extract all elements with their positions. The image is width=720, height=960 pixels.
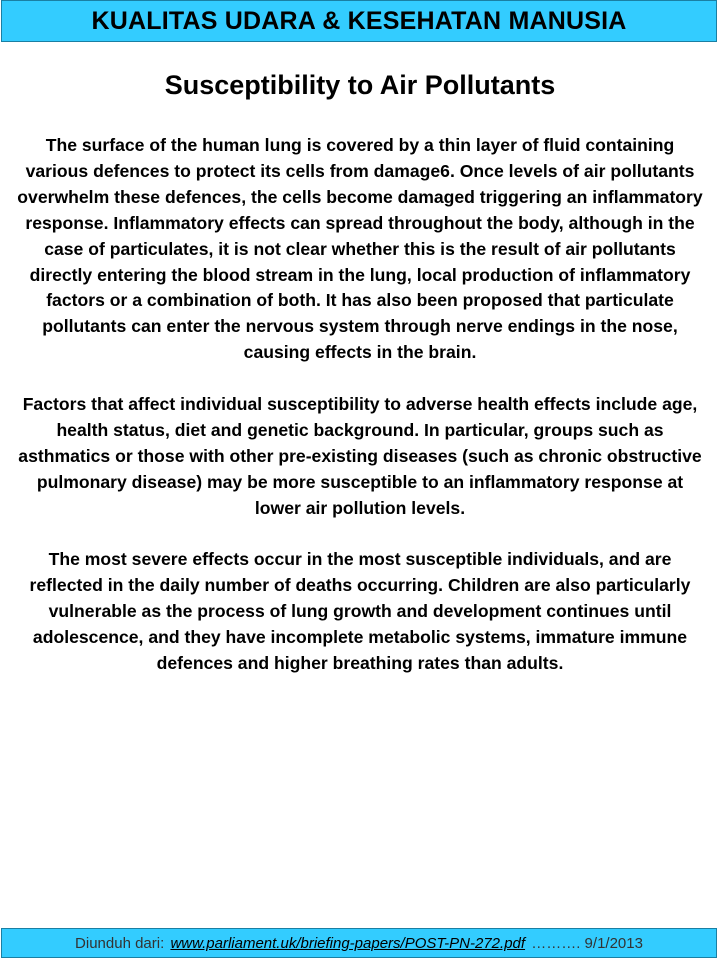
body-text: [14, 133, 706, 703]
slide-title: Susceptibility to Air Pollutants: [164, 70, 556, 100]
footer-bar: [1, 928, 717, 958]
footer-prefix: Diunduh dari:: [75, 934, 165, 952]
footer-date: ………. 9/1/2013: [531, 934, 643, 952]
footer-source-link[interactable]: www.parliament.uk/briefing-papers/POST-PN-272.pdf: [170, 934, 526, 952]
paragraph-susceptibility-factors: Factors that affect individual susceptibility to adverse health effects include age, health status, diet and genetic background. In particular, groups such as asthmatics or those with other pre-existing diseases (such as chronic obstructive pulmonary disease) may be more susceptible to an inflammatory response at lower air pollution levels.: [18, 394, 702, 518]
paragraph-severe-effects: The most severe effects occur in the most susceptible individuals, and are reflected in the daily number of deaths occurring. Children are also particularly vulnerable as the process of lung growth and development continues until adolescence, and they have incomplete metabolic systems, immature immune defences and higher breathing rates than adults.: [29, 549, 691, 674]
paragraph-lung-defences: The surface of the human lung is covered by a thin layer of fluid containing various defences to protect its cells from damage6. Once levels of air pollutants overwhelm these defences, the cells become damaged triggering an inflammatory response. Inflammatory effects can spread throughout the body, although in the case of particulates, it is not clear whether this is the result of air pollutants directly entering the blood stream in the lung, local production of inflammatory factors or a combination of both. It has also been proposed that particulate pollutants can enter the nervous system through nerve endings in the nose, causing effects in the brain.: [17, 135, 703, 363]
header-bar: [1, 0, 717, 42]
header-title: KUALITAS UDARA & KESEHATAN MANUSIA: [91, 6, 627, 35]
